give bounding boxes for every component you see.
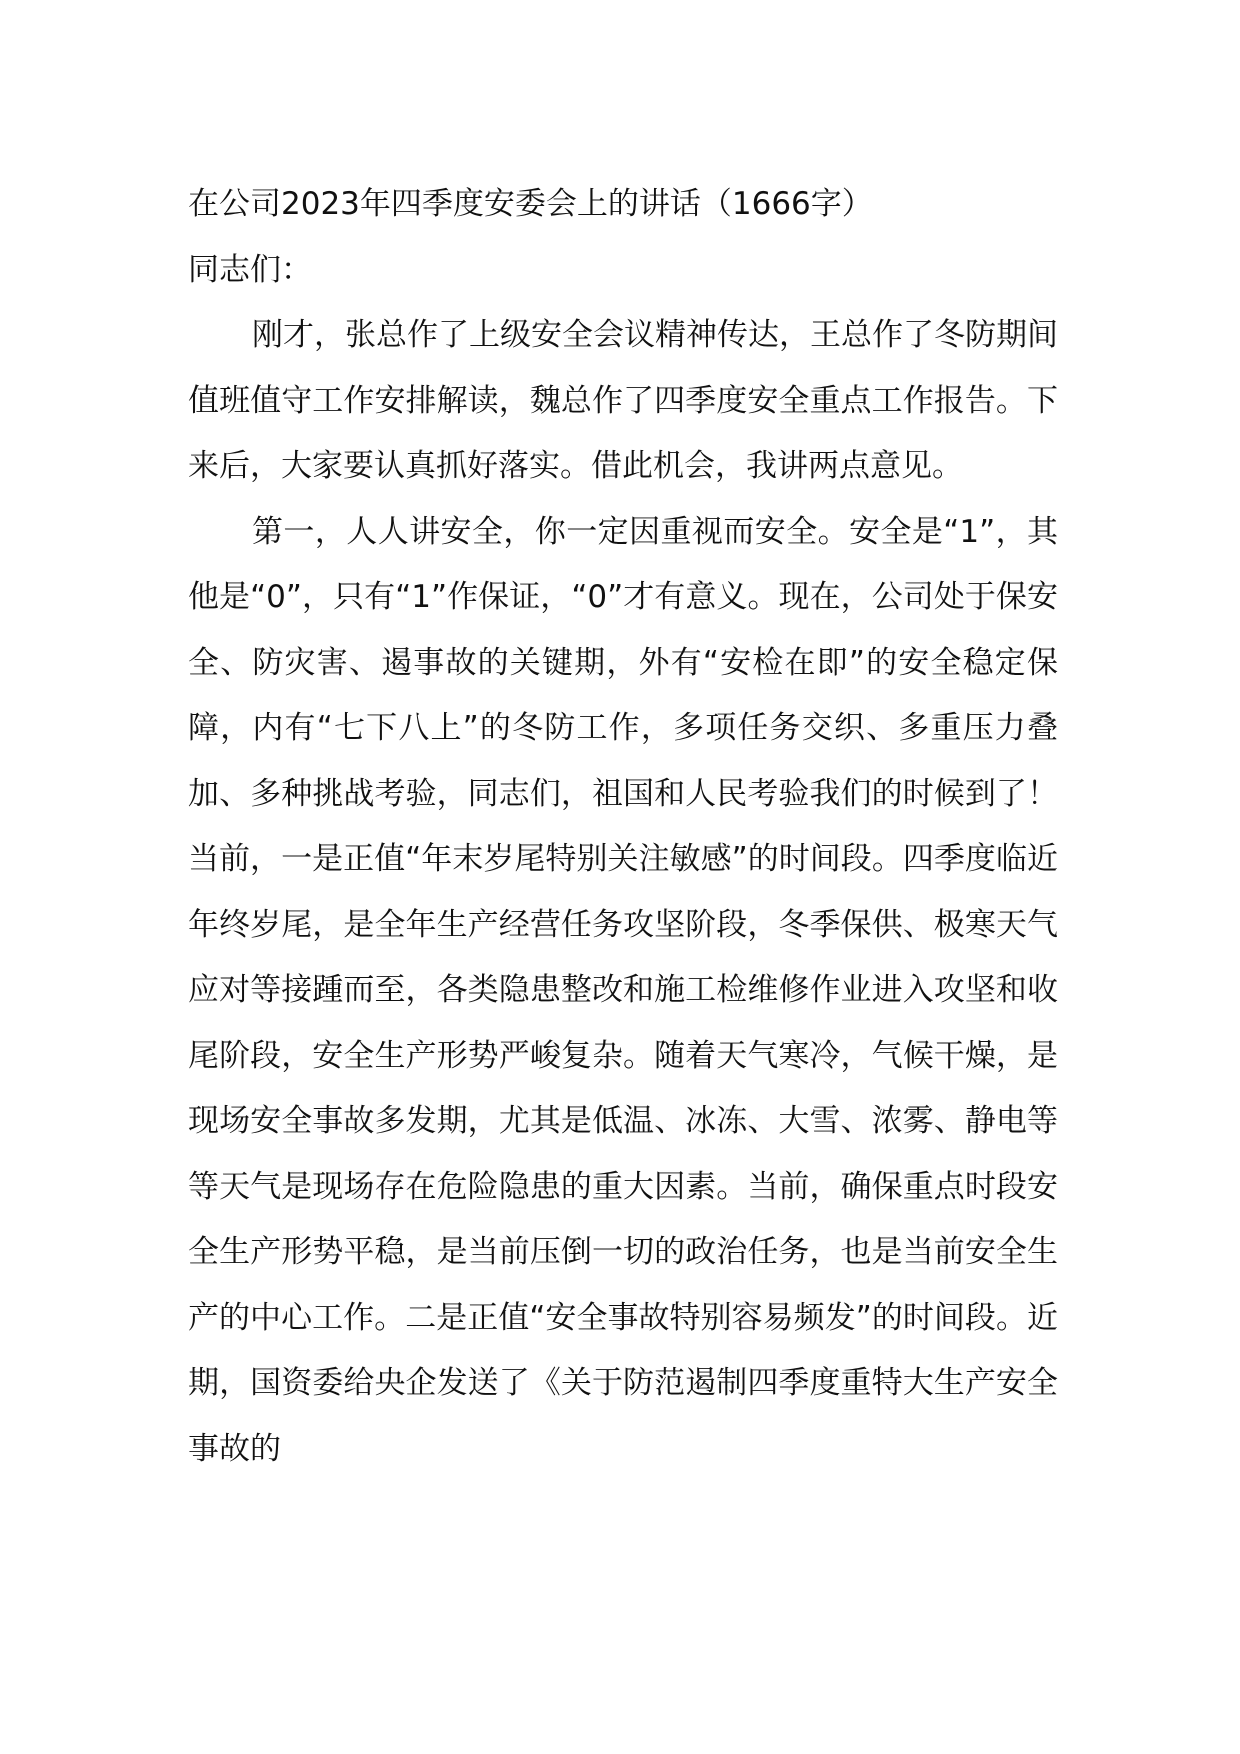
speech-body bbox=[188, 172, 1058, 1482]
paragraph-opening: 刚才，张总作了上级安全会议精神传达，王总作了冬防期间值班值守工作安排解读，魏总作了四季度安全重点工作报告。下来后，大家要认真抓好落实。借此机会，我讲两点意见。 bbox=[188, 317, 1058, 484]
paragraph-point-one: 第一，人人讲安全，你一定因重视而安全。安全是“1”，其他是“0”，只有“1”作保证，“0”才有意义。现在，公司处于保安全、防灾害、遏事故的关键期，外有“安检在即”的安全稳定保障，内有“七下八上”的冬防工作，多项任务交织、多重压力叠加、多种挑战考验，同志们，祖国和人民考验我们的时候到了！当前，一是正值“年末岁尾特别关注敏感”的时间段。四季度临近年终岁尾，是全年生产经营任务攻坚阶段，冬季保供、极寒天气应对等接踵而至，各类隐患整改和施工检维修作业进入攻坚和收尾阶段，安全生产形势严峻复杂。随着天气寒冷，气候干燥，是现场安全事故多发期，尤其是低温、冰冻、大雪、浓雾、静电等等天气是现场存在危险隐患的重大因素。当前，确保重点时段安全生产形势平稳，是当前压倒一切的政治任务，也是当前安全生产的中心工作。二是正值“安全事故特别容易频发”的时间段。近期，国资委给央企发送了《关于防范遏制四季度重特大生产安全事故的 bbox=[188, 513, 1058, 1467]
salutation: 同志们： bbox=[188, 251, 312, 288]
document-title: 在公司2023年四季度安委会上的讲话（1666字） bbox=[188, 186, 873, 222]
